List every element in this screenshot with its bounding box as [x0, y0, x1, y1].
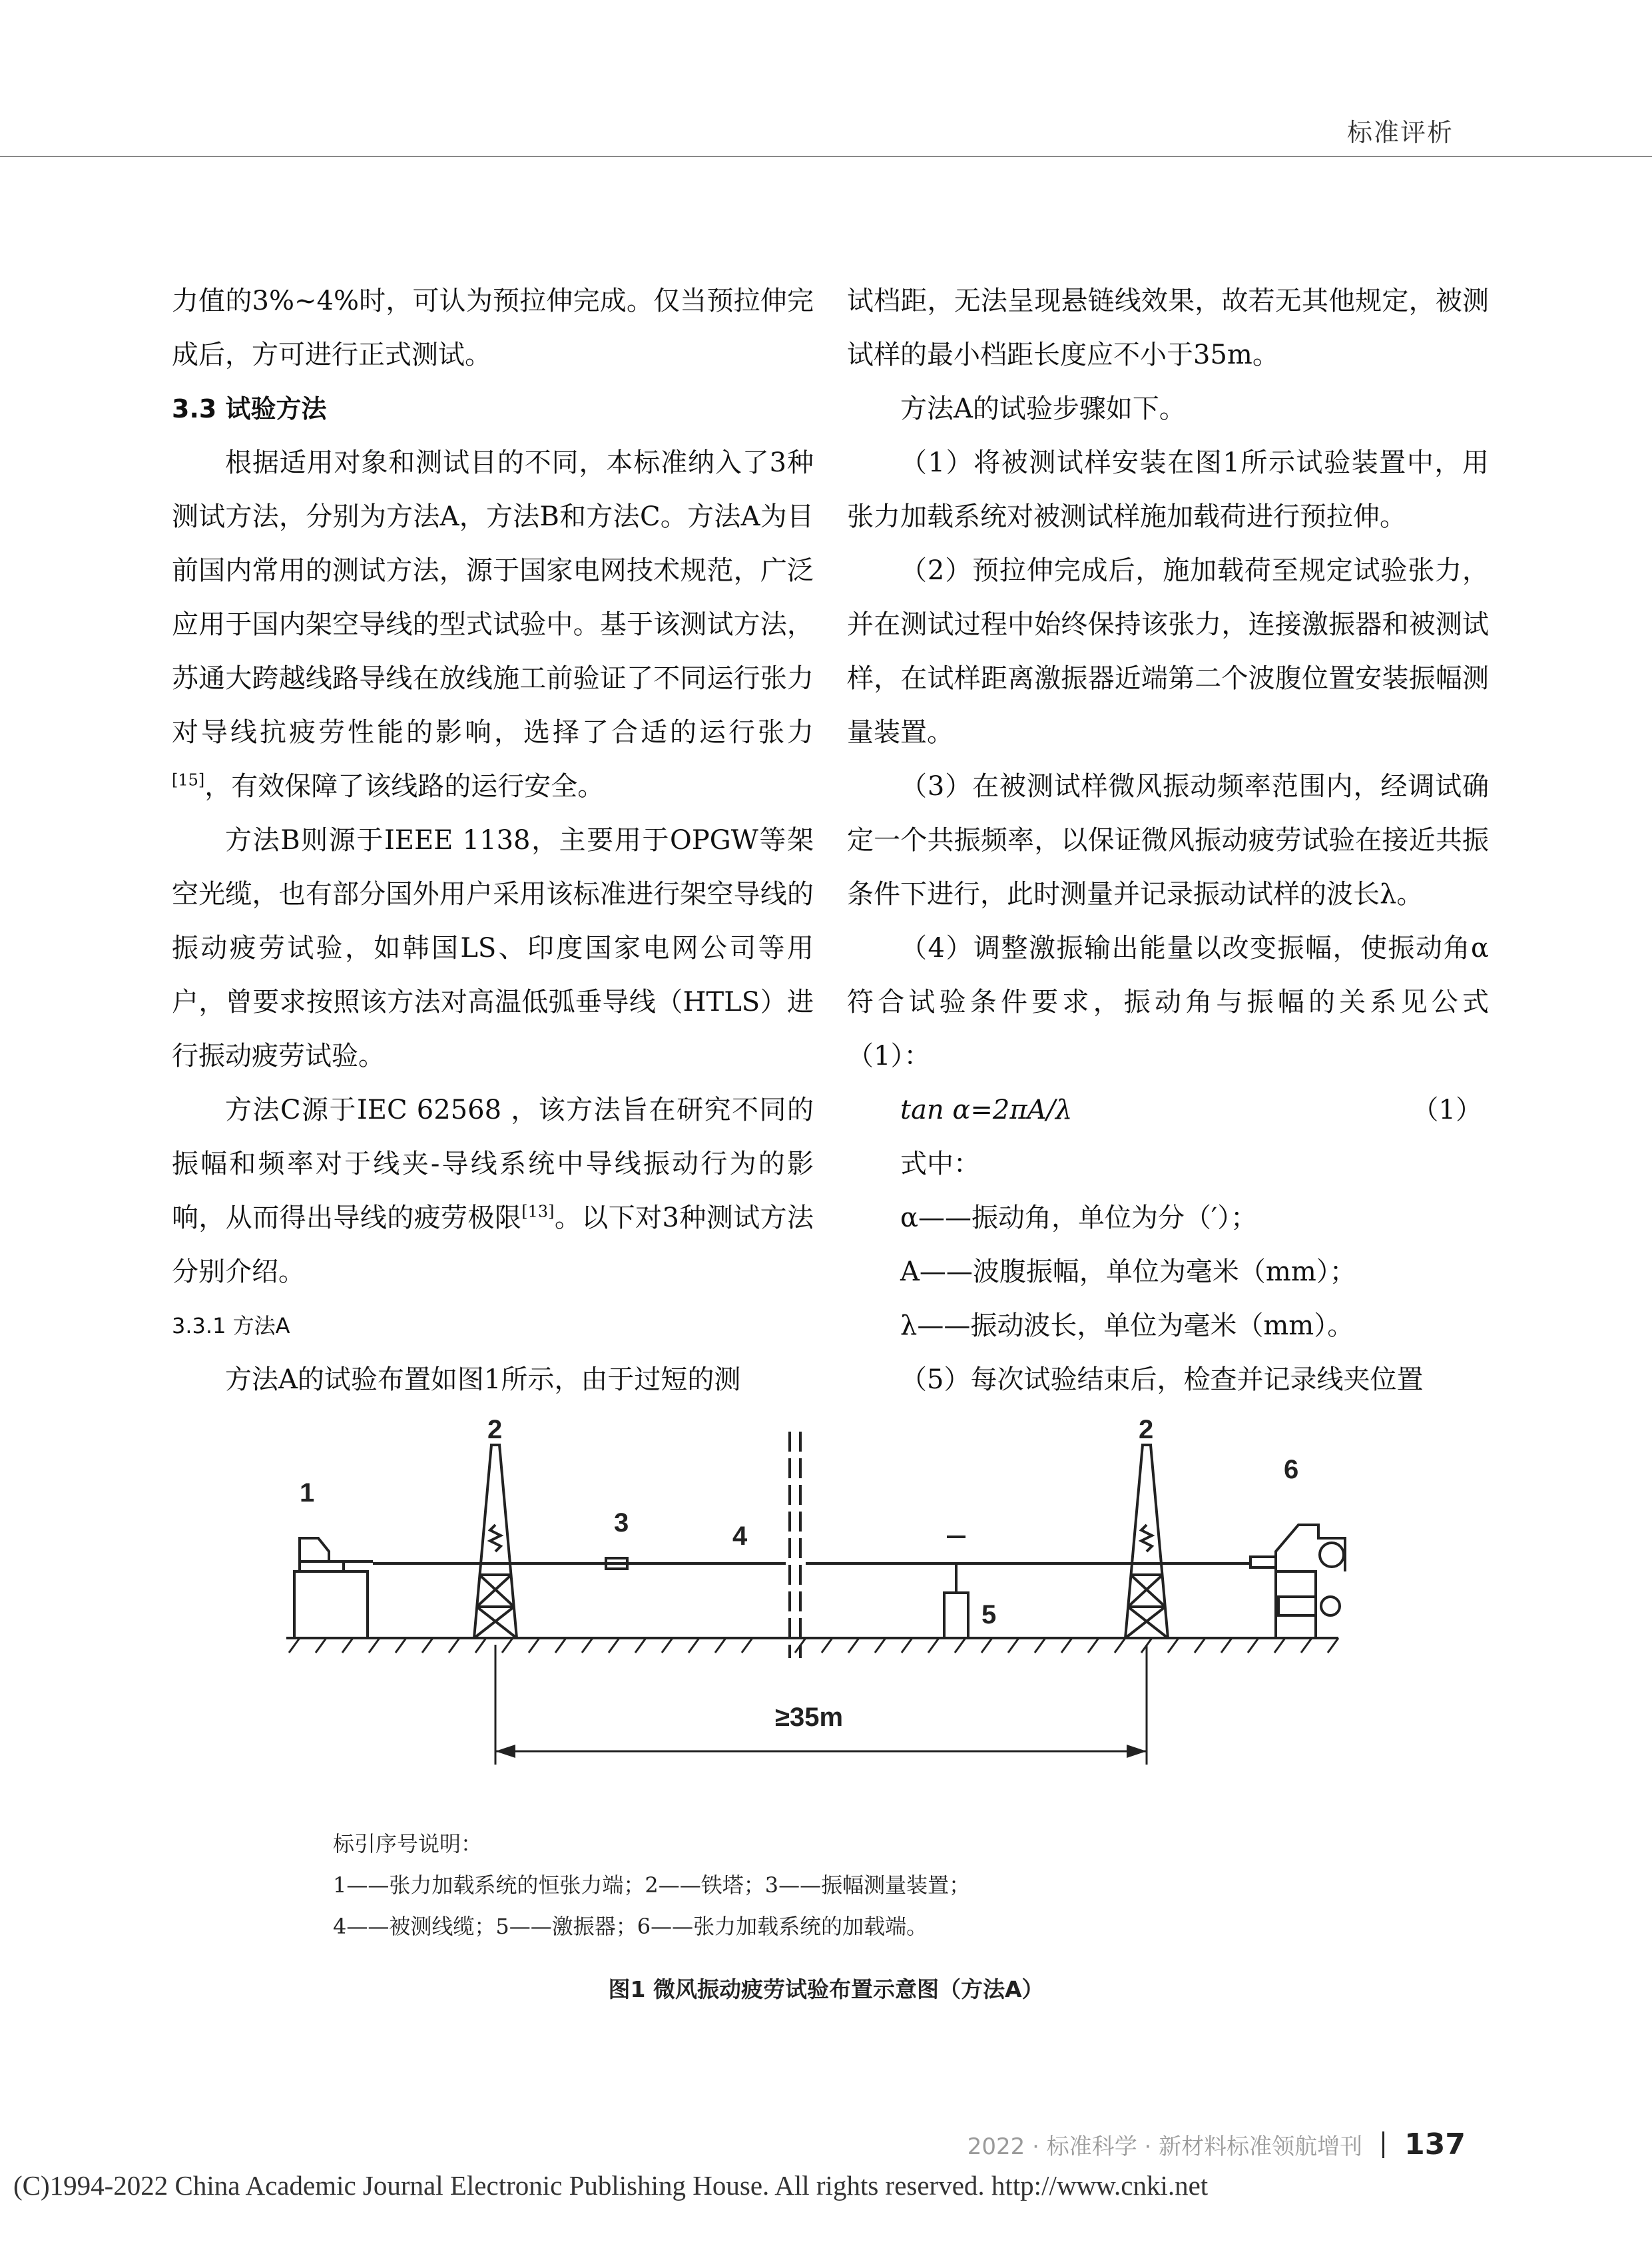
citation: [15]	[172, 770, 205, 790]
footer-separator	[1382, 2131, 1384, 2158]
definition-lambda: λ——振动波长，单位为毫米（mm）。	[900, 1310, 1354, 1341]
paragraph: 方法B则源于IEEE 1138，主要用于OPGW等架空光缆，也有部分国外用户采用该标准进行架空导线的振动疲劳试验，如韩国LS、印度国家电网公司等用户，曾要求按照该方法对高温低弧垂导线（HTLS）进行振动疲劳试验。	[172, 825, 814, 1071]
paragraph: 方法C源于IEC 62568 ，该方法旨在研究不同的振幅和频率对于线夹-导线系统中导线振动行为的影响，从而得出导线的疲劳极限[13]。以下对3种测试方法分别介绍。	[172, 1095, 814, 1287]
legend-title: 标引序号说明：	[333, 1831, 483, 1856]
paragraph: 试档距，无法呈现悬链线效果，故若无其他规定，被测试样的最小档距长度应不小于35m。	[847, 286, 1489, 370]
paragraph: 力值的3%~4%时，可认为预拉伸完成。仅当预拉伸完成后，方可进行正式测试。	[172, 286, 814, 370]
section-heading-3-3: 3.3 试验方法	[172, 394, 327, 423]
definition-a: A——波腹振幅，单位为毫米（mm）；	[900, 1257, 1356, 1287]
left-column	[172, 274, 814, 1407]
section-heading-3-3-1: 3.3.1 方法A	[172, 1313, 290, 1338]
section-title: 标准评析	[1346, 118, 1454, 147]
where-label: 式中：	[900, 1149, 980, 1179]
paragraph: 方法A的试验步骤如下。	[900, 394, 1186, 424]
figure-caption: 图1 微风振动疲劳试验布置示意图（方法A）	[608, 1976, 1044, 2002]
step-1: （1）将被测试样安装在图1所示试验装置中，用张力加载系统对被测试样施加载荷进行预拉伸。	[847, 447, 1489, 532]
label-2-right: 2	[1139, 1418, 1154, 1444]
legend-line: 1——张力加载系统的恒张力端；2——铁塔；3——振幅测量装置；	[333, 1872, 971, 1898]
citation: [13]	[521, 1202, 555, 1221]
step-4: （4）调整激振输出能量以改变振幅，使振动角α符合试验条件要求，振动角与振幅的关系见公式（1）：	[847, 933, 1489, 1071]
label-3: 3	[614, 1508, 629, 1538]
test-layout-diagram	[280, 1418, 1398, 1818]
step-2: （2）预拉伸完成后，施加载荷至规定试验张力，并在测试过程中始终保持该张力，连接激振器和被测试样，在试样距离激振器近端第二个波腹位置安装振幅测量装置。	[847, 555, 1489, 748]
page-footer	[967, 2127, 1466, 2161]
page-number: 137	[1404, 2127, 1466, 2161]
equation-number: （1）	[1412, 1095, 1482, 1125]
paragraph: 方法A的试验布置如图1所示，由于过短的测	[225, 1364, 741, 1395]
span-label: ≥35m	[775, 1703, 844, 1732]
label-4: 4	[732, 1522, 748, 1551]
label-1: 1	[300, 1478, 315, 1508]
copyright-notice: (C)1994-2022 China Academic Journal Electronic Publishing House. All rights reserved. http://www.cnki.net	[13, 2170, 1209, 2201]
figure-legend	[333, 1823, 970, 1947]
right-column	[847, 274, 1489, 1407]
definition-alpha: α——振动角，单位为分（′）；	[900, 1203, 1258, 1233]
label-5: 5	[981, 1600, 997, 1629]
label-2-left: 2	[487, 1418, 503, 1444]
journal-name: 2022 · 标准科学 · 新材料标准领航增刊	[967, 2133, 1363, 2160]
legend-line: 4——被测线缆；5——激振器；6——张力加载系统的加载端。	[333, 1914, 928, 1939]
step-5: （5）每次试验结束后，检查并记录线夹位置	[900, 1364, 1424, 1395]
equation-formula: tan α=2πA/λ	[900, 1095, 1073, 1125]
paragraph: 根据适用对象和测试目的不同，本标准纳入了3种测试方法，分别为方法A，方法B和方法C。方法A为目前国内常用的测试方法，源于国家电网技术规范，广泛应用于国内架空导线的型式试验中。基于该测试方法，苏通大跨越线路导线在放线施工前验证了不同运行张力对导线抗疲劳性能的影响，选择了合适的运行张力[15]，有效保障了该线路的运行安全。	[172, 447, 814, 802]
equation-1	[847, 1083, 1489, 1137]
header-divider	[0, 156, 1652, 157]
label-6: 6	[1284, 1455, 1299, 1484]
step-3: （3）在被测试样微风振动频率范围内，经调试确定一个共振频率，以保证微风振动疲劳试验在接近共振条件下进行，此时测量并记录振动试样的波长λ。	[847, 771, 1489, 910]
